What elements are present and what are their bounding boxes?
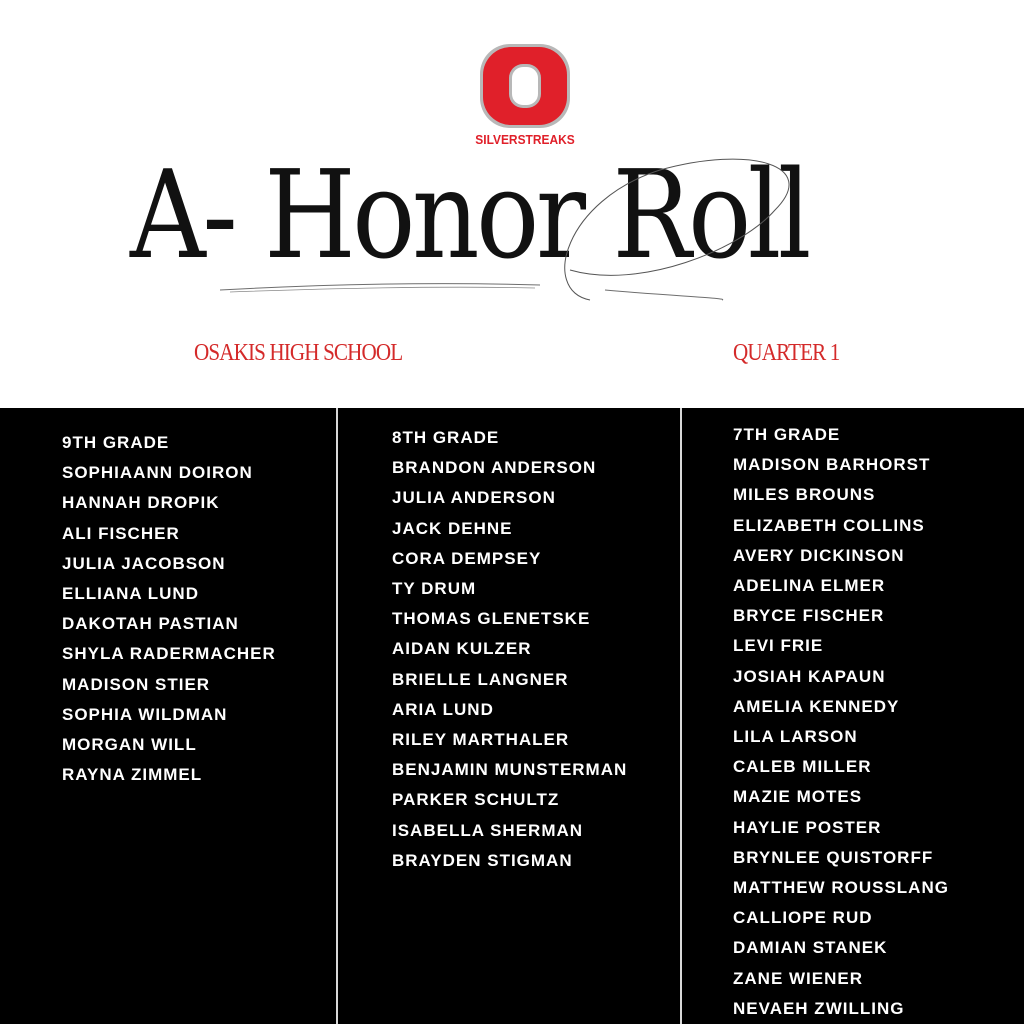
student-name: MILES BROUNS [733,485,876,505]
student-name: RILEY MARTHALER [392,730,570,750]
student-name: LILA LARSON [733,727,858,747]
student-name: HANNAH DROPIK [62,493,220,513]
name-list [733,450,949,1024]
student-name: JULIA JACOBSON [62,553,226,573]
column-9th-grade [62,428,276,790]
student-name: CORA DEMPSEY [392,548,542,568]
student-name: TY DRUM [392,579,477,599]
name-list [62,458,276,790]
header [0,0,1024,408]
student-name: BRANDON ANDERSON [392,458,597,478]
silverstreaks-logo [470,40,580,150]
student-name: BRYCE FISCHER [733,606,885,626]
student-name: RAYNA ZIMMEL [62,765,203,785]
student-name: ISABELLA SHERMAN [392,820,584,840]
column-8th-grade [392,423,627,876]
student-name: BRAYDEN STIGMAN [392,850,573,870]
student-name: AVERY DICKINSON [733,545,905,565]
student-name: CALEB MILLER [733,757,872,777]
quarter-label: QUARTER 1 [733,340,840,366]
grade-heading: 9TH GRADE [62,433,170,452]
school-name: OSAKIS HIGH SCHOOL [194,340,403,366]
student-name: JOSIAH KAPAUN [733,666,886,686]
column-7th-grade [733,420,949,1024]
grade-heading: 8TH GRADE [392,428,500,447]
student-name: DAKOTAH PASTIAN [62,614,239,634]
student-name: JULIA ANDERSON [392,488,556,508]
student-name: NEVAEH ZWILLING [733,998,905,1018]
student-name: BRIELLE LANGNER [392,669,569,689]
student-name: CALLIOPE RUD [733,908,873,928]
logo-team-name: SILVERSTREAKS [475,132,575,147]
student-name: SOPHIAANN DOIRON [62,463,253,483]
honor-roll-board [0,408,1024,1024]
page-title: A- Honor Roll [130,144,809,286]
student-name: ALI FISCHER [62,523,180,543]
student-name: AIDAN KULZER [392,639,532,659]
grade-heading: 7TH GRADE [733,425,841,444]
student-name: MADISON BARHORST [733,455,931,475]
student-name: DAMIAN STANEK [733,938,888,958]
student-name: ARIA LUND [392,699,494,719]
student-name: MAZIE MOTES [733,787,863,807]
column-divider [680,408,682,1024]
student-name: AMELIA KENNEDY [733,696,900,716]
student-name: ZANE WIENER [733,968,863,988]
scribble-decoration [210,140,810,310]
student-name: ADELINA ELMER [733,576,886,596]
student-name: SHYLA RADERMACHER [62,644,276,664]
student-name: SOPHIA WILDMAN [62,704,228,724]
student-name: THOMAS GLENETSKE [392,609,591,629]
student-name: BRYNLEE QUISTORFF [733,847,934,867]
student-name: ELIZABETH COLLINS [733,515,925,535]
student-name: MADISON STIER [62,674,211,694]
column-divider [336,408,338,1024]
student-name: LEVI FRIE [733,636,824,656]
name-list [392,453,627,876]
student-name: HAYLIE POSTER [733,817,882,837]
student-name: PARKER SCHULTZ [392,790,560,810]
student-name: ELLIANA LUND [62,584,199,604]
student-name: JACK DEHNE [392,518,513,538]
o-logo-icon [478,42,572,132]
student-name: MATTHEW ROUSSLANG [733,878,949,898]
student-name: MORGAN WILL [62,735,197,755]
student-name: BENJAMIN MUNSTERMAN [392,760,628,780]
